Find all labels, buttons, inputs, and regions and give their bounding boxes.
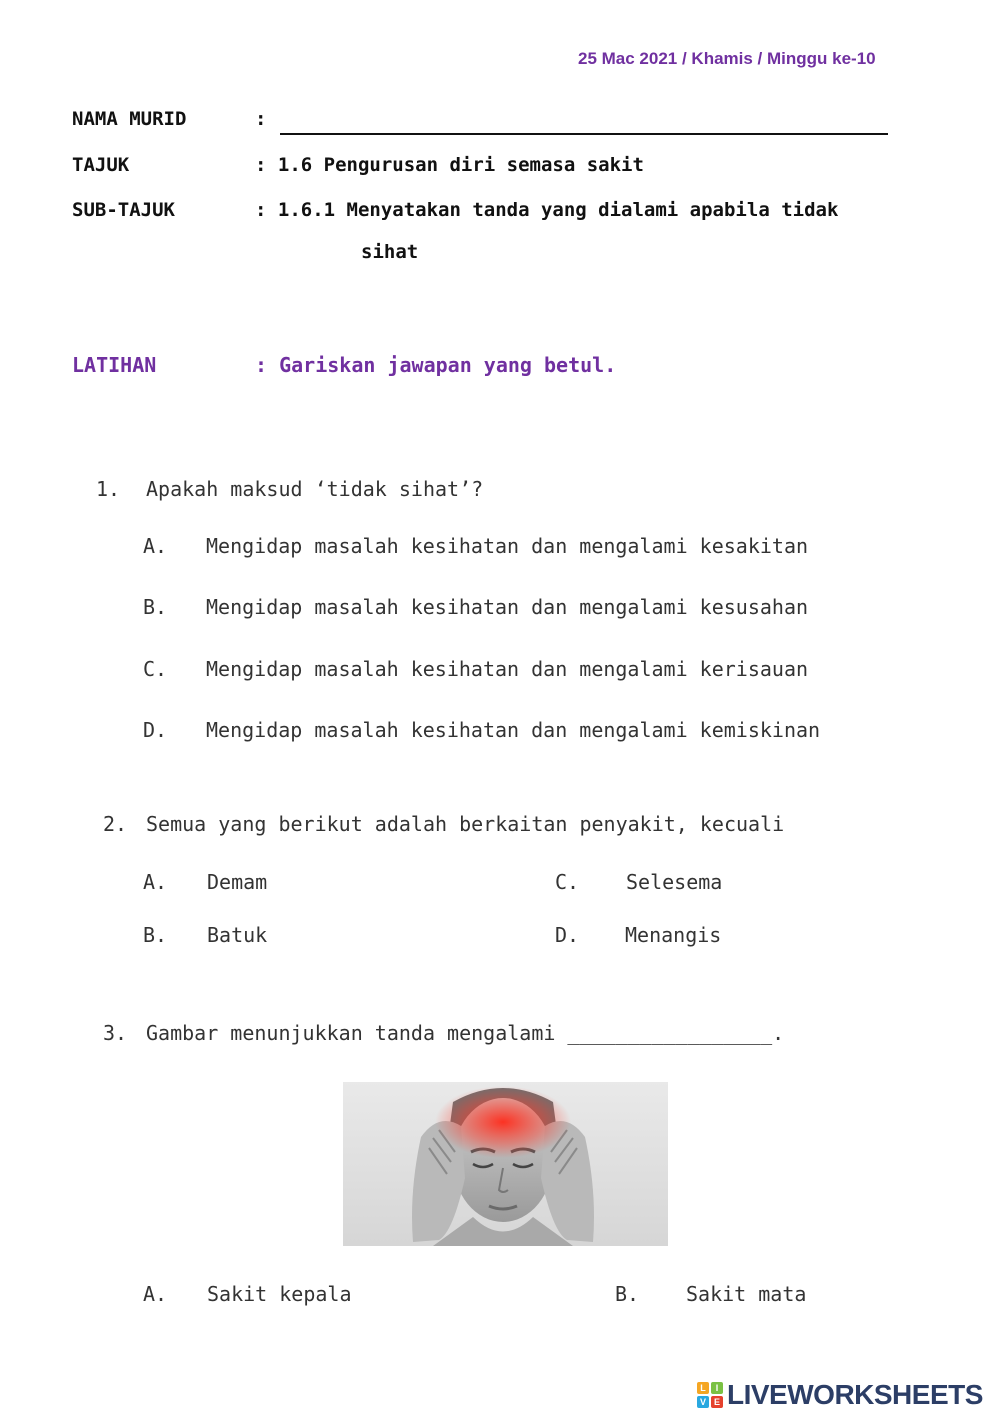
q2-option-b-text[interactable]: Batuk bbox=[207, 923, 268, 947]
exercise-label: LATIHAN bbox=[72, 353, 157, 377]
q2-option-d-text[interactable]: Menangis bbox=[625, 923, 722, 947]
logo-square-e: E bbox=[711, 1396, 723, 1408]
topic-value: : 1.6 Pengurusan diri semasa sakit bbox=[255, 154, 644, 176]
q2-option-c-letter: C. bbox=[555, 870, 580, 894]
q2-option-d-letter: D. bbox=[555, 923, 580, 947]
question-3-number: 3. bbox=[103, 1021, 128, 1045]
q1-option-c-letter: C. bbox=[143, 657, 168, 681]
name-colon: : bbox=[255, 108, 267, 130]
q1-option-c-text[interactable]: Mengidap masalah kesihatan dan mengalami kerisauan bbox=[206, 657, 809, 681]
logo-square-v: V bbox=[697, 1396, 709, 1408]
q1-option-d-text[interactable]: Mengidap masalah kesihatan dan mengalami kemiskinan bbox=[206, 718, 821, 742]
date-line: 25 Mac 2021 / Khamis / Minggu ke-10 bbox=[578, 49, 876, 68]
logo-square-i: I bbox=[711, 1382, 723, 1394]
q1-option-a-text[interactable]: Mengidap masalah kesihatan dan mengalami kesakitan bbox=[206, 534, 809, 558]
logo-square-l: L bbox=[697, 1382, 709, 1394]
subtopic-value-line2: sihat bbox=[361, 241, 419, 263]
q2-option-a-letter: A. bbox=[143, 870, 168, 894]
subtopic-label: SUB-TAJUK bbox=[72, 199, 175, 221]
q2-option-a-text[interactable]: Demam bbox=[207, 870, 268, 894]
logo-squares-icon bbox=[697, 1382, 723, 1408]
q1-option-b-letter: B. bbox=[143, 595, 168, 619]
question-3-text: Gambar menunjukkan tanda mengalami _________________. bbox=[146, 1021, 785, 1045]
exercise-instruction: : Gariskan jawapan yang betul. bbox=[255, 353, 617, 377]
name-blank-line[interactable] bbox=[280, 133, 888, 135]
topic-label: TAJUK bbox=[72, 154, 130, 176]
question-1-number: 1. bbox=[96, 477, 121, 501]
question-2-text: Semua yang berikut adalah berkaitan penyakit, kecuali bbox=[146, 812, 785, 836]
q3-option-a-text[interactable]: Sakit kepala bbox=[207, 1282, 352, 1306]
question-1-text: Apakah maksud ‘tidak sihat’? bbox=[146, 477, 484, 501]
headache-photo bbox=[343, 1082, 668, 1246]
q2-option-b-letter: B. bbox=[143, 923, 168, 947]
q3-option-b-text[interactable]: Sakit mata bbox=[686, 1282, 807, 1306]
question-2-number: 2. bbox=[103, 812, 128, 836]
q1-option-d-letter: D. bbox=[143, 718, 168, 742]
q1-option-a-letter: A. bbox=[143, 534, 168, 558]
liveworksheets-logo bbox=[697, 1378, 983, 1412]
name-label: NAMA MURID bbox=[72, 108, 187, 130]
q1-option-b-text[interactable]: Mengidap masalah kesihatan dan mengalami kesusahan bbox=[206, 595, 809, 619]
subtopic-value-line1: : 1.6.1 Menyatakan tanda yang dialami apabila tidak bbox=[255, 199, 839, 221]
q3-option-a-letter: A. bbox=[143, 1282, 168, 1306]
q2-option-c-text[interactable]: Selesema bbox=[626, 870, 723, 894]
q3-option-b-letter: B. bbox=[615, 1282, 640, 1306]
logo-text: LIVEWORKSHEETS bbox=[727, 1379, 983, 1410]
